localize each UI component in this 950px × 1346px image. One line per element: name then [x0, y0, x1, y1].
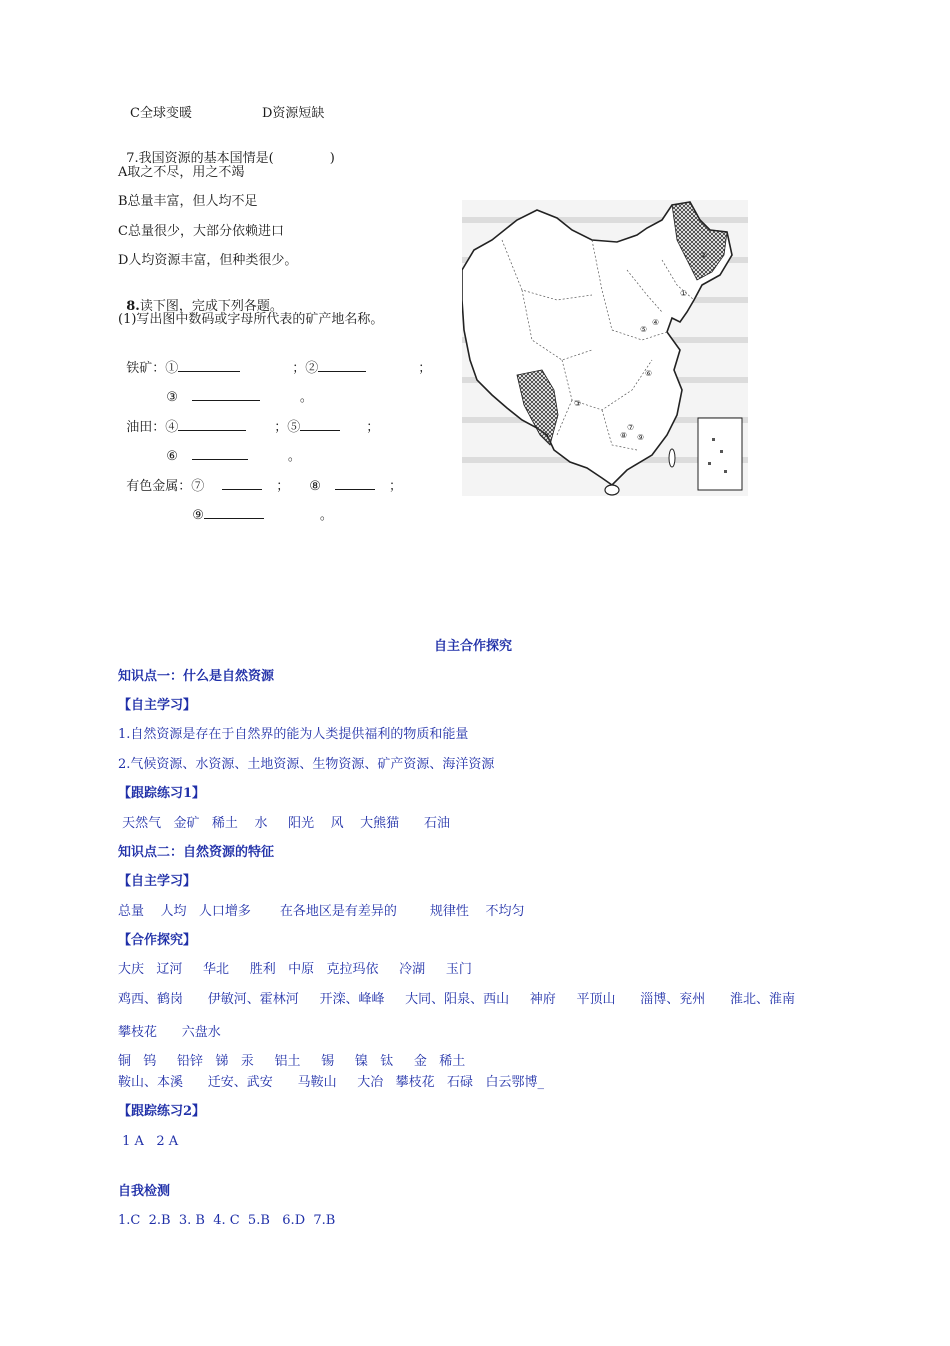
metal-label: 有色金属：⑦: [126, 479, 205, 494]
oil-row-semicolon: ；: [366, 420, 380, 435]
coop-heading: 【合作探究】: [118, 933, 197, 948]
q6-option-c: C全球变暖: [130, 106, 192, 121]
metal-8-blank[interactable]: [335, 476, 375, 490]
metal-8-label: ⑧: [309, 479, 321, 494]
map-marker-2: ②: [700, 251, 708, 260]
oil-row-period: 。: [287, 449, 301, 464]
section-title: 自主合作探究: [434, 639, 513, 654]
kp1-self-study: 【自主学习】: [118, 698, 197, 713]
q6-option-d: D资源短缺: [262, 106, 325, 121]
oil-6-label: ⑥: [166, 449, 178, 464]
map-marker-8: ⑧: [620, 431, 628, 440]
map-marker-5: ⑤: [640, 325, 648, 334]
iron-2-blank[interactable]: [318, 358, 366, 372]
oil-fields-answer: 大庆 辽河 华北 胜利 中原 克拉玛依 冷湖 玉门: [118, 962, 472, 977]
map-marker-6: ⑥: [645, 369, 653, 378]
metal-7-semicolon: ；: [276, 479, 290, 494]
coal-answer-2: 攀枝花 六盘水: [118, 1025, 221, 1040]
iron-answer: 鞍山、本溪 迁安、武安 马鞍山 大冶 攀枝花 石碌 白云鄂博_: [118, 1075, 544, 1090]
oil-6-blank[interactable]: [192, 446, 248, 460]
iron-3-blank[interactable]: [192, 387, 260, 401]
metal-row-period: 。: [319, 508, 333, 523]
iron-row-period: 。: [299, 390, 313, 405]
q7-option-d: D人均资源丰富，但种类很少。: [118, 253, 298, 268]
iron-1-blank[interactable]: [178, 358, 240, 372]
self-test-answer: 1.C 2.B 3. B 4. C 5.B 6.D 7.B: [118, 1213, 336, 1228]
self-test-heading: 自我检测: [118, 1184, 171, 1199]
metal-9-blank[interactable]: [204, 505, 264, 519]
coal-answer: 鸡西、鹤岗 伊敏河、霍林河 开滦、峰峰 大同、阳泉、西山 神府 平顶山 淄博、兖州 淮北、淮南: [118, 992, 796, 1007]
map-marker-9: ⑨: [637, 433, 645, 442]
metal-9-label: ⑨: [192, 508, 204, 523]
map-marker-3: ③: [574, 399, 582, 408]
q8-stem-text: 读下图，完成下列各题。: [139, 299, 283, 314]
oil-label: 油田：④: [126, 420, 179, 435]
track1-heading: 【跟踪练习1】: [118, 786, 206, 801]
metal-7-blank[interactable]: [222, 476, 262, 490]
kp1-answer-1: 1.自然资源是存在于自然界的能为人类提供福利的物质和能量: [118, 727, 469, 742]
metals-answer: 铜 钨 铅锌 锑 汞 铝土 锡 镍 钛 金 稀土: [118, 1054, 466, 1069]
q7-paren-close: ): [329, 151, 335, 166]
map-marker-1: ①: [680, 289, 688, 298]
q7-stem-text: 7.我国资源的基本国情是(: [126, 151, 274, 166]
oil-5-label: ；⑤: [274, 420, 301, 435]
kp2-self-study: 【自主学习】: [118, 874, 197, 889]
kp1-answer-2: 2.气候资源、水资源、土地资源、生物资源、矿产资源、海洋资源: [118, 757, 495, 772]
map-marker-7: ⑦: [627, 423, 635, 432]
oil-5-blank[interactable]: [300, 417, 340, 431]
iron-2-label: ；②: [292, 361, 319, 376]
iron-3-label: ③: [166, 390, 178, 405]
map-marker-4: ④: [652, 318, 660, 327]
kp2-answer: 总量 人均 人口增多 在各地区是有差异的 规律性 不均匀: [118, 904, 525, 919]
track1-answer: 天然气 金矿 稀土 水 阳光 风 大熊猫 石油: [118, 816, 450, 831]
track2-answer: 1 A 2 A: [118, 1134, 179, 1149]
q7-option-b: B总量丰富，但人均不足: [118, 194, 258, 209]
q7-option-a: A取之不尽，用之不竭: [118, 165, 245, 180]
china-mineral-map-icon: [462, 200, 748, 496]
q7-option-c: C总量很少，大部分依赖进口: [118, 224, 284, 239]
track2-heading: 【跟踪练习2】: [118, 1104, 206, 1119]
q7-stem: [118, 135, 335, 167]
kp1-heading: 知识点一：什么是自然资源: [118, 669, 275, 684]
iron-label: 铁矿：①: [126, 361, 179, 376]
kp2-heading: 知识点二：自然资源的特征: [118, 845, 275, 860]
metal-row-2: [184, 489, 333, 524]
q8-sub1: (1)写出图中数码或字母所代表的矿产地名称。: [118, 312, 384, 327]
q8-number: 8.: [126, 299, 140, 314]
metal-8-semicolon: ；: [388, 479, 402, 494]
oil-4-blank[interactable]: [178, 417, 246, 431]
iron-row-semicolon: ；: [418, 361, 432, 376]
q8-stem: [118, 283, 283, 315]
